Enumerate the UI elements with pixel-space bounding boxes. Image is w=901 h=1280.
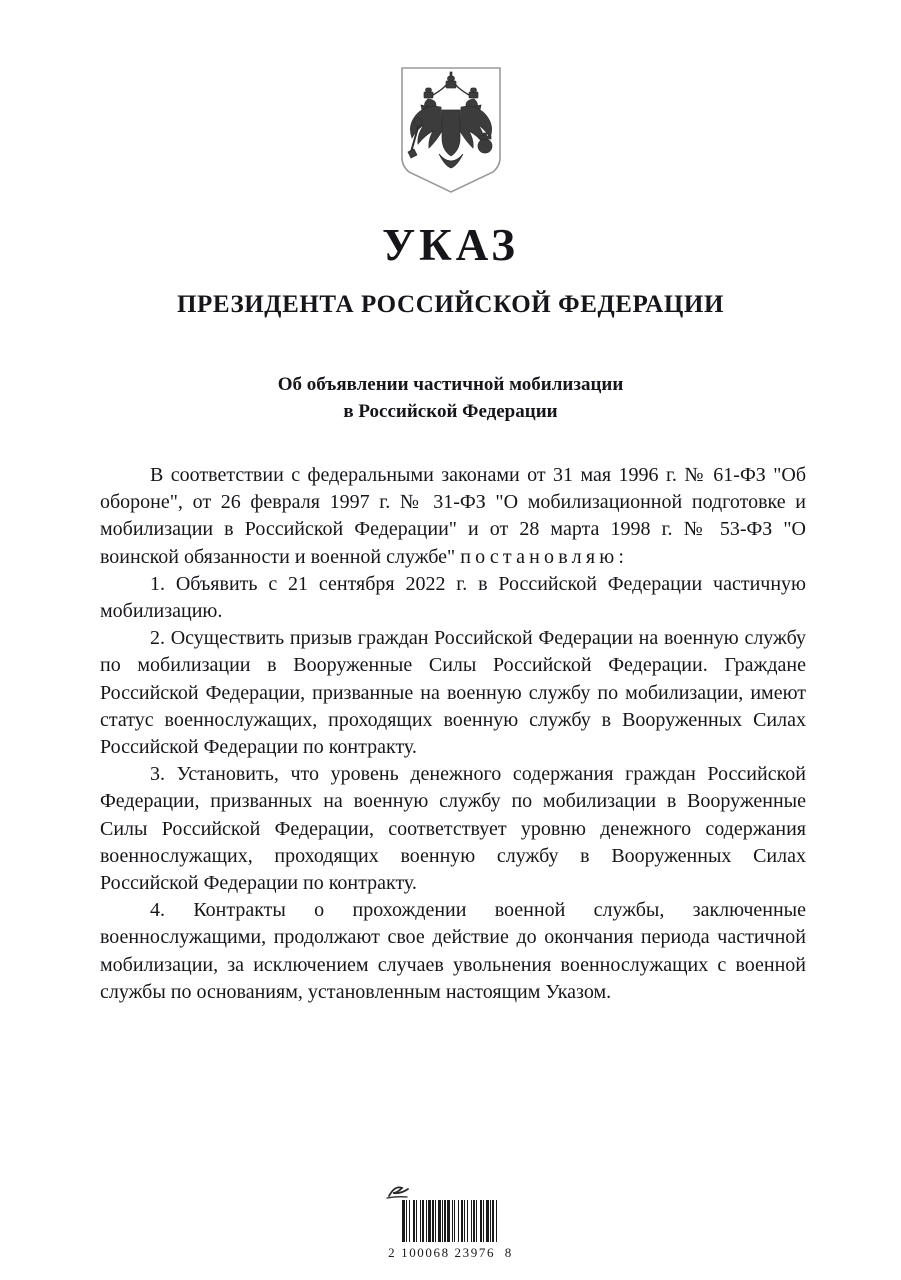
page-title: УКАЗ <box>382 220 519 270</box>
handwritten-mark-icon <box>386 1183 420 1199</box>
preamble-text: В соответствии с федеральными законами от 31 мая 1996 г. № 61-ФЗ "Об обороне", от 26 февраля 1997 г. № 31-ФЗ "О мобилизационной подготовке и мобилизации в Российской Федерации" и от 28 марта 1998 г. № 53-ФЗ "О воинской обязанности и военной службе" <box>100 464 806 568</box>
preamble-decree-verb: постановляю: <box>460 545 629 568</box>
subject-line-1: Об объявлении частичной мобилизации <box>277 374 624 395</box>
paragraph-item-3: 3. Установить, что уровень денежного содержания граждан Российской Федерации, призванных на военную службу по мобилизации в Вооруженные Силы Российской Федерации, соответствует уровню денежного содержания военнослужащих, проходящих военную службу в Вооруженных Силах Российской Федерации по контракту. <box>100 763 806 895</box>
paragraph-item-1: 1. Объявить с 21 сентября 2022 г. в Российской Федерации частичную мобилизацию. <box>100 572 806 623</box>
emblem-container <box>0 62 901 194</box>
paragraph-item-4: 4. Контракты о прохождении военной службы, заключенные военнослужащими, продолжают свое действие до окончания периода частичной мобилизации, за исключением случаев увольнения военнослужащих с военной службы по основаниям, установленным настоящим Указом. <box>100 899 806 1003</box>
barcode-icon <box>402 1200 500 1242</box>
heading-container <box>0 222 901 319</box>
russian-coat-of-arms-icon <box>397 62 505 194</box>
barcode-container <box>0 1183 901 1261</box>
document-body <box>100 462 806 1006</box>
paragraph-item-2: 2. Осуществить призыв граждан Российской Федерации на военную службу по мобилизации в Вооруженные Силы Российской Федерации. Граждане Российской Федерации, призванные на военную службу по мобилизации, имеют статус военнослужащих, проходящих военную службу в Вооруженных Силах Российской Федерации по контракту. <box>100 627 806 759</box>
barcode-number: 2 100068 23976 8 <box>388 1245 513 1260</box>
paragraph-preamble <box>100 462 806 571</box>
page-subtitle: ПРЕЗИДЕНТА РОССИЙСКОЙ ФЕДЕРАЦИИ <box>176 291 725 319</box>
document-subject <box>0 372 901 426</box>
subject-line-2: в Российской Федерации <box>343 400 558 422</box>
